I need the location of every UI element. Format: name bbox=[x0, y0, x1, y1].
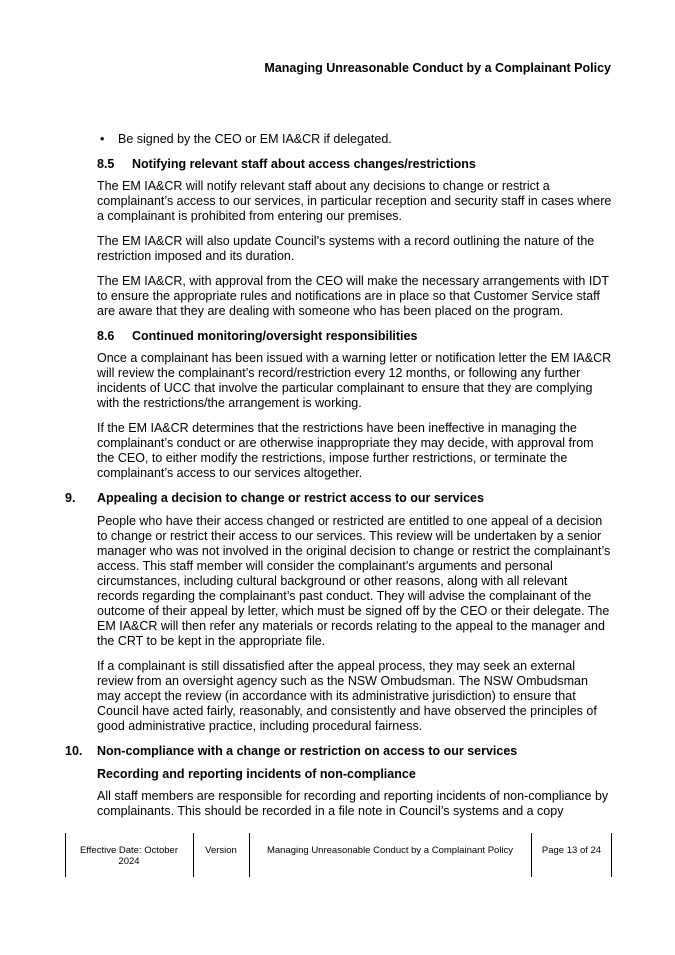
paragraph: The EM IA&CR, with approval from the CEO will make the necessary arrangements with IDT to ensure the appropriate rules and notifications are in place so that Customer Service staff are aware that they are dealing with someone who has been placed on the program. bbox=[97, 274, 609, 318]
section-heading-9 bbox=[65, 491, 612, 506]
section-title: Appealing a decision to change or restrict access to our services bbox=[97, 491, 484, 505]
section-title: Notifying relevant staff about access changes/restrictions bbox=[132, 157, 476, 171]
section-number: 8.6 bbox=[97, 329, 115, 343]
bullet-text: Be signed by the CEO or EM IA&CR if delegated. bbox=[118, 132, 392, 146]
page-header-title: Managing Unreasonable Conduct by a Complainant Policy bbox=[264, 61, 611, 75]
paragraph: People who have their access changed or restricted are entitled to one appeal of a decision to change or restrict their access to our services. This review will be undertaken by a senior manager who was not involved in the original decision to change or restrict the complainant’s access. This staff member will consider the complainant’s arguments and personal circumstances, including cultural background or other reasons, along with all relevant records regarding the complainant’s past conduct. They will advise the complainant of the outcome of their appeal by letter, which must be signed off by the CEO or their delegate. The EM IA&CR will then refer any materials or records relating to the appeal to the manager and the CRT to be kept in the appropriate file. bbox=[97, 514, 611, 648]
section-title: Non-compliance with a change or restriction on access to our services bbox=[97, 744, 518, 758]
section-heading-10 bbox=[65, 744, 612, 759]
paragraph: Once a complainant has been issued with a warning letter or notification letter the EM IA&CR will review the complainant’s record/restriction every 12 months, or following any further incidents of UCC that involve the particular complainant to ensure that they are complying with the restrictions/the arrangement is working. bbox=[97, 351, 612, 410]
section-title: Continued monitoring/oversight responsibilities bbox=[132, 329, 418, 343]
paragraph: The EM IA&CR will notify relevant staff about any decisions to change or restrict a complainant’s access to our services, in particular reception and security staff in cases where a complainant is prohibited from entering our premises. bbox=[97, 179, 612, 223]
section-number: 10. bbox=[65, 744, 83, 758]
footer-page-number: Page 13 of 24 bbox=[541, 845, 602, 856]
paragraph: All staff members are responsible for recording and reporting incidents of non-compliance by complainants. This should be recorded in a file note in Council’s systems and a copy bbox=[97, 789, 609, 818]
subsection-heading: Recording and reporting incidents of non-compliance bbox=[97, 767, 416, 781]
footer-version: Version bbox=[205, 845, 237, 856]
list-item bbox=[97, 132, 612, 147]
document-body bbox=[65, 132, 612, 829]
section-number: 9. bbox=[65, 491, 76, 505]
section-heading-8-5 bbox=[97, 157, 612, 172]
paragraph: The EM IA&CR will also update Council’s systems with a record outlining the nature of the restriction imposed and its duration. bbox=[97, 234, 595, 263]
paragraph: If the EM IA&CR determines that the restrictions have been ineffective in managing the complainant’s conduct or are otherwise inappropriate they may decide, with approval from the CEO, to either modify the restrictions, impose further restrictions, or terminate the complainant’s access to our services altogether. bbox=[97, 421, 594, 480]
section-heading-8-6 bbox=[97, 329, 612, 344]
footer-policy-name: Managing Unreasonable Conduct by a Complainant Policy bbox=[266, 845, 514, 856]
page-footer bbox=[65, 833, 612, 877]
bullet-icon: • bbox=[100, 132, 105, 146]
section-number: 8.5 bbox=[97, 157, 115, 171]
paragraph: If a complainant is still dissatisfied after the appeal process, they may seek an external review from an oversight agency such as the NSW Ombudsman. The NSW Ombudsman may accept the review (in accordance with its administrative jurisdiction) to ensure that Council have acted fairly, reasonably, and consistently and have observed the principles of good administrative practice, including procedural fairness. bbox=[97, 659, 597, 733]
footer-effective-date: Effective Date: October 2024 bbox=[79, 845, 179, 867]
